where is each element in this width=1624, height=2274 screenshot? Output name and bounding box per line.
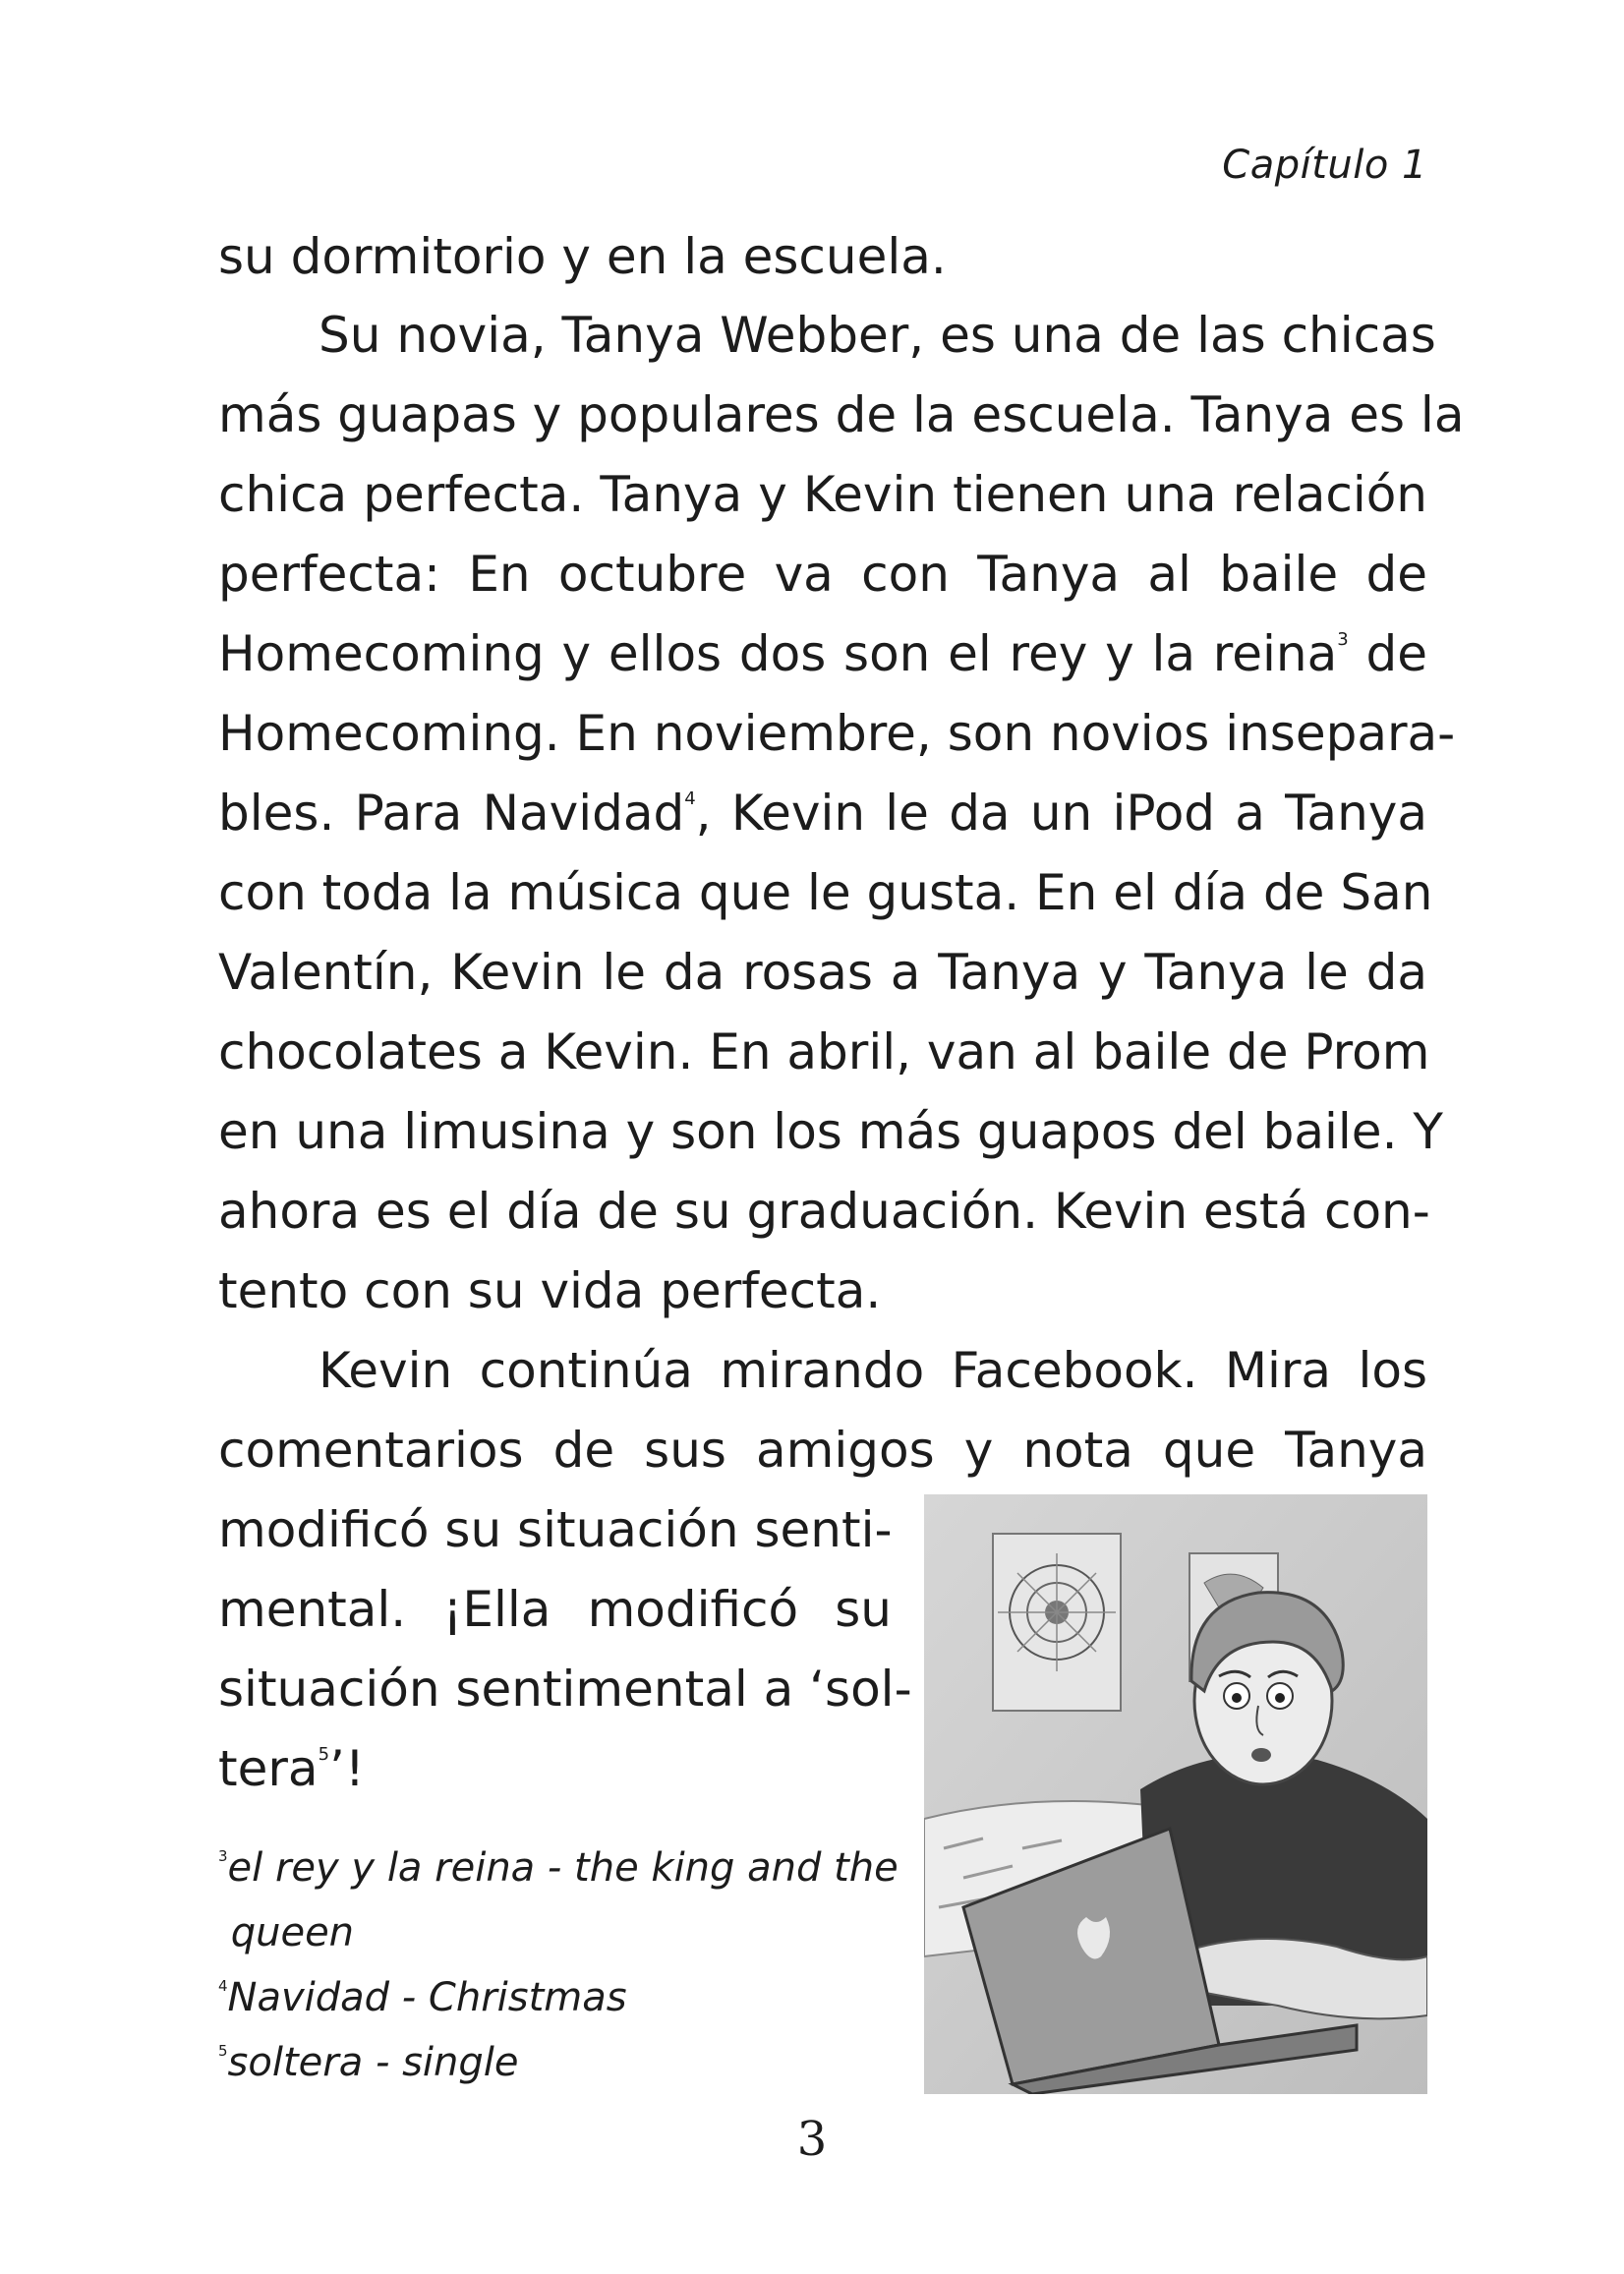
boy-with-laptop-illustration	[924, 1494, 1427, 2094]
footnote-number: 3	[218, 1847, 228, 1865]
body-line	[218, 1740, 892, 1797]
footnote	[218, 1910, 355, 1955]
line-text: , Kevin le da un iPod a Tanya	[695, 785, 1427, 842]
body-line: mental. ¡Ella modificó su	[218, 1581, 892, 1638]
line-text: Homecoming y ellos dos son el rey y la reina	[218, 625, 1338, 682]
body-line: chica perfecta. Tanya y Kevin tienen una relación	[218, 466, 1427, 523]
footnote-number: 5	[218, 2042, 228, 2060]
footnote-ref: 5	[318, 1744, 330, 1765]
body-line: Kevin continúa mirando Facebook. Mira los	[319, 1342, 1427, 1399]
footnote-ref: 4	[684, 788, 696, 809]
body-line: modificó su situación senti-	[218, 1501, 893, 1558]
footnote	[218, 1975, 627, 2020]
body-line: Homecoming. En noviembre, son novios insepara-	[218, 705, 1456, 762]
poster	[993, 1534, 1121, 1711]
body-line: más guapas y populares de la escuela. Tanya es la	[218, 386, 1465, 443]
page-number: 3	[796, 2112, 828, 2167]
body-line: con toda la música que le gusta. En el día de San	[218, 864, 1433, 921]
footnote-ref: 3	[1337, 629, 1349, 650]
body-line: chocolates a Kevin. En abril, van al baile de Prom	[218, 1023, 1430, 1080]
footnote-text: soltera - single	[227, 2040, 519, 2085]
body-line: situación sentimental a ‘sol-	[218, 1661, 912, 1718]
line-text: de	[1348, 625, 1427, 682]
footnote	[218, 2040, 519, 2085]
footnote-text: Navidad - Christmas	[227, 1975, 627, 2020]
chapter-header: Capítulo 1	[1222, 143, 1427, 188]
body-line: comentarios de sus amigos y nota que Tanya	[218, 1422, 1427, 1479]
body-line: en una limusina y son los más guapos del baile. Y	[218, 1103, 1443, 1160]
footnote-number: 4	[218, 1977, 228, 1995]
body-line	[218, 625, 1427, 682]
body-line: tento con su vida perfecta.	[218, 1262, 882, 1319]
footnote	[218, 1845, 899, 1891]
body-line	[218, 785, 1427, 842]
body-line: Su novia, Tanya Webber, es una de las chicas	[319, 307, 1436, 364]
footnote-text: queen	[218, 1910, 355, 1955]
footnote-text: el rey y la reina - the king and the	[227, 1845, 899, 1891]
body-line: ahora es el día de su graduación. Kevin está con-	[218, 1183, 1430, 1240]
line-text: tera	[218, 1740, 319, 1797]
body-line: su dormitorio y en la escuela.	[218, 228, 947, 285]
body-line: perfecta: En octubre va con Tanya al baile de	[218, 546, 1427, 603]
line-text: ’!	[329, 1740, 365, 1797]
line-text: bles. Para Navidad	[218, 785, 685, 842]
body-line: Valentín, Kevin le da rosas a Tanya y Tanya le da	[218, 944, 1427, 1001]
